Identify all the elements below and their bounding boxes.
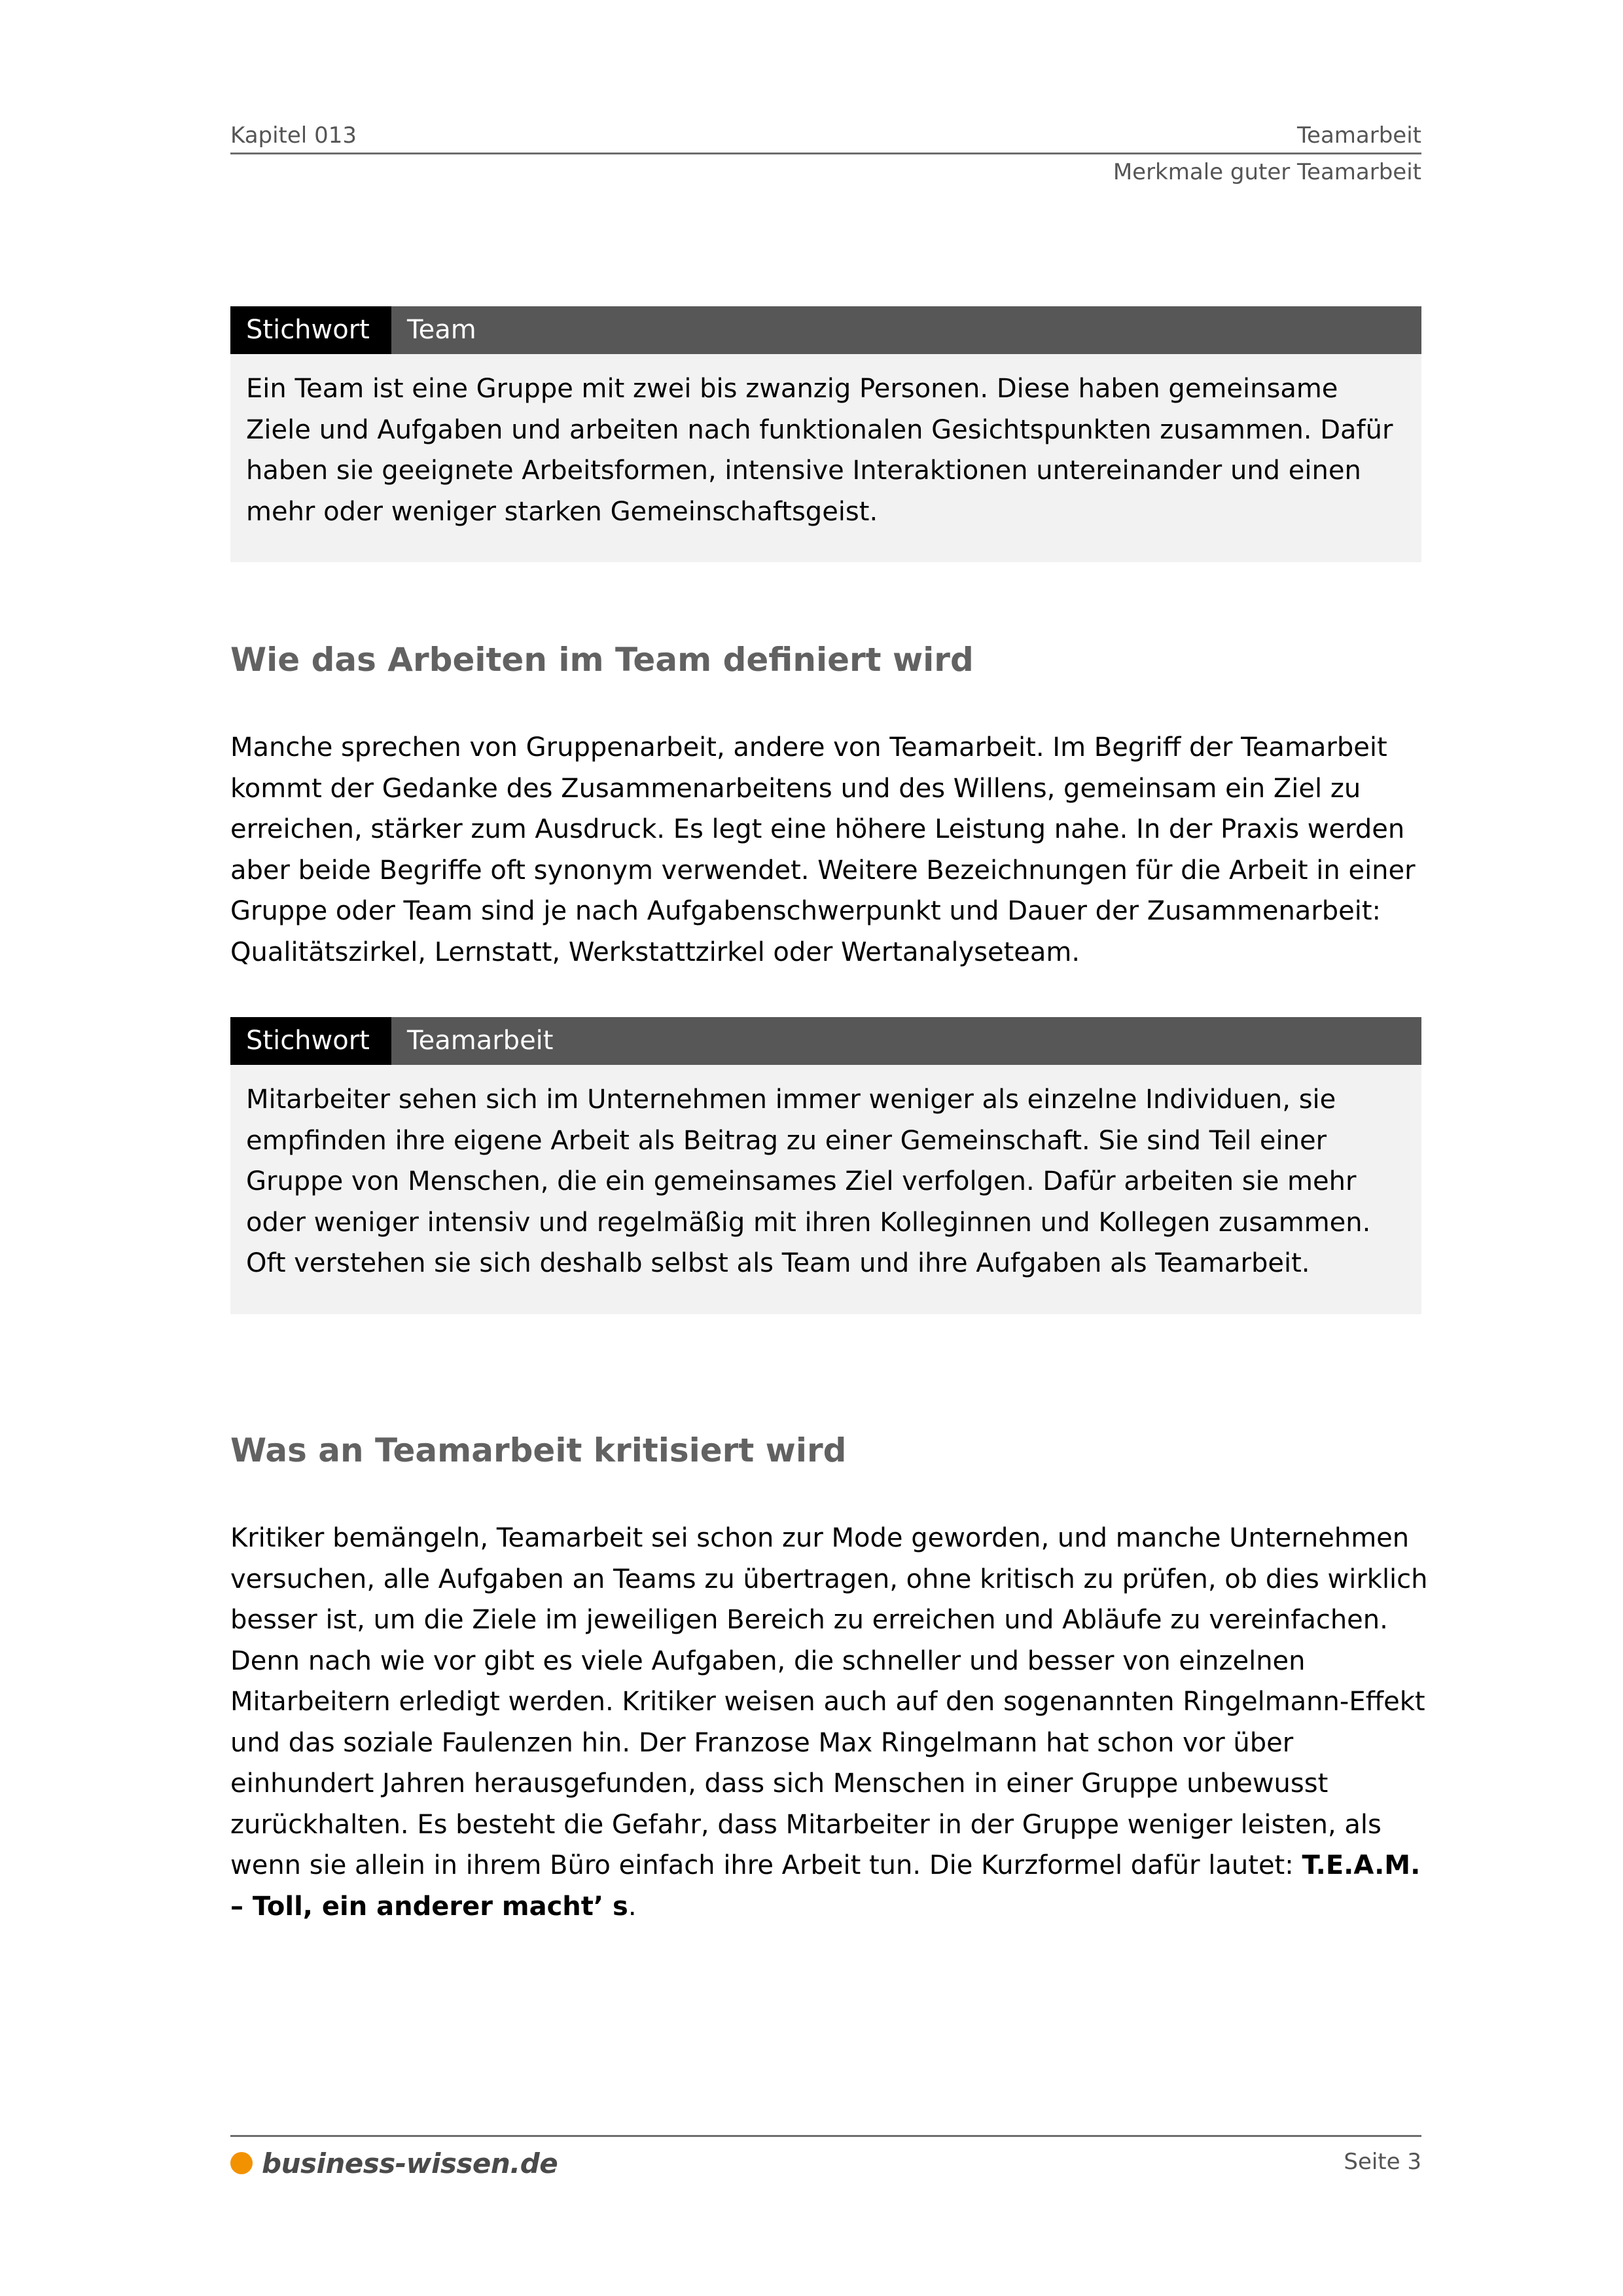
subtopic-label: Merkmale guter Teamarbeit xyxy=(1113,159,1421,185)
section-heading-definition: Wie das Arbeiten im Team definiert wird xyxy=(230,641,974,679)
section-paragraph-criticism xyxy=(230,1518,1428,1927)
keyword-definition: Mitarbeiter sehen sich im Unternehmen immer weniger als einzelne Individuen, sie empfinden ihre eigene Arbeit als Beitrag zu einer Gemeinschaft. Sie sind Teil einer Gruppe von Menschen, die ein gemeinsames Ziel verfolgen. Dafür arbeiten sie mehr oder weniger intensiv und regelmäßig mit ihren Kolleginnen und Kollegen zusammen. Oft verstehen sie sich deshalb selbst als Team und ihre Aufgaben als Teamarbeit. xyxy=(246,1085,1371,1278)
section-heading-criticism: Was an Teamarbeit kritisiert wird xyxy=(230,1431,847,1469)
logo-wordmark: business-wissen.de xyxy=(262,2147,558,2179)
keyword-tag: Stichwort xyxy=(230,306,391,354)
keyword-box-team xyxy=(230,306,1421,562)
sentence-end: . xyxy=(628,1891,637,1922)
header-divider xyxy=(230,152,1421,154)
chapter-label: Kapitel 013 xyxy=(230,122,357,149)
keyword-box-header xyxy=(230,1017,1421,1065)
keyword-title: Teamarbeit xyxy=(407,1026,554,1056)
keyword-box-teamarbeit xyxy=(230,1017,1421,1314)
topic-label: Teamarbeit xyxy=(1297,122,1421,149)
logo-dot-icon xyxy=(230,2152,253,2174)
brand-logo xyxy=(230,2147,558,2179)
page-number: Seite 3 xyxy=(1344,2149,1421,2175)
keyword-tag: Stichwort xyxy=(230,1017,391,1065)
keyword-definition: Ein Team ist eine Gruppe mit zwei bis zwanzig Personen. Diese haben gemeinsame Ziele und Aufgaben und arbeiten nach funktionalen Gesichtspunkten zusammen. Dafür haben sie geeignete Arbeitsformen, intensive Interaktionen untereinander und einen mehr oder weniger starken Gemeinschaftsgeist. xyxy=(246,374,1393,527)
keyword-title: Team xyxy=(407,315,476,345)
section-paragraph-definition: Manche sprechen von Gruppenarbeit, andere von Teamarbeit. Im Begriff der Teamarbeit kommt der Gedanke des Zusammenarbeitens und des Willens, gemeinsam ein Ziel zu erreichen, stärker zum Ausdruck. Es legt eine höhere Leistung nahe. In der Praxis werden aber beide Begriffe oft synonym verwendet. Weitere Bezeichnungen für die Arbeit in einer Gruppe oder Team sind je nach Aufgabenschwerpunkt und Dauer der Zusammenarbeit: Qualitätszirkel, Lernstatt, Werkstattzirkel oder Wertanalyseteam. xyxy=(230,732,1416,967)
team-acronym-emphasis: T.E.A.M. – Toll, ein anderer macht’ s xyxy=(230,1850,1421,1922)
criticism-text: Kritiker bemängeln, Teamarbeit sei schon zur Mode geworden, und manche Unternehmen versuchen, alle Aufgaben an Teams zu übertragen, ohne kritisch zu prüfen, ob dies wirklich besser ist, um die Ziele im jeweiligen Bereich zu erreichen und Abläufe zu vereinfachen. Denn nach wie vor gibt es viele Aufgaben, die schneller und besser von einzelnen Mitarbeitern erledigt werden. Kritiker weisen auch auf den sogenannten Ringelmann-Effekt und das soziale Faulenzen hin. Der Franzose Max Ringelmann hat schon vor über einhundert Jahren herausgefunden, dass sich Menschen in einer Gruppe unbewusst zurückhalten. Es besteht die Gefahr, dass Mitarbeiter in der Gruppe weniger leisten, als wenn sie allein in ihrem Büro einfach ihre Arbeit tun. Die Kurzformel dafür lautet: xyxy=(230,1523,1428,1880)
keyword-box-header xyxy=(230,306,1421,354)
footer-divider xyxy=(230,2135,1421,2137)
